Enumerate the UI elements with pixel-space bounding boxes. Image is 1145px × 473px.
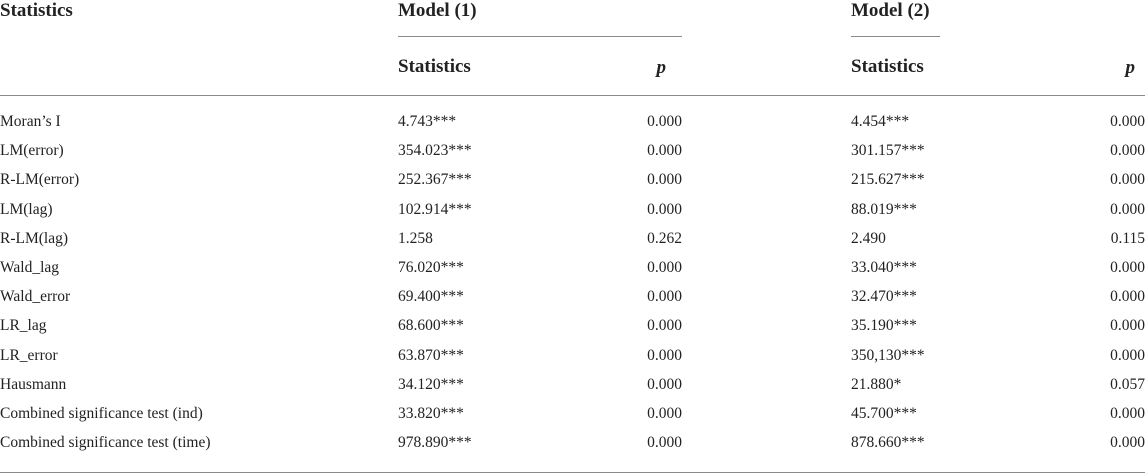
model-2-statistic: 301.157*** [851, 142, 925, 160]
row-label: Hausmann [0, 375, 67, 393]
model-2-p-value: 0.000 [1110, 434, 1145, 452]
model-1-p-value: 0.000 [647, 259, 682, 276]
model-2-statistic: 32.470*** [851, 288, 917, 306]
model-1-p-value: 0.000 [647, 142, 682, 160]
model-2-p-value: 0.000 [1110, 200, 1145, 218]
model-2-p-value: 0.000 [1110, 317, 1145, 335]
model-2-statistic: 45.700*** [851, 405, 917, 422]
table-row [0, 283, 1145, 311]
model-2-p-value: 0.000 [1110, 288, 1145, 306]
model-2-p-value: 0.000 [1110, 346, 1145, 364]
header-model-2: Model (2) [851, 0, 930, 21]
table-row [0, 342, 1145, 370]
row-label: R-LM(error) [0, 171, 80, 189]
subheader-statistics-2: Statistics [851, 56, 924, 77]
model-2-p-value: 0.057 [1110, 375, 1145, 393]
table-row [0, 225, 1145, 253]
model-1-p-value: 0.000 [647, 434, 682, 452]
model-2-statistic: 33.040*** [851, 259, 917, 276]
model-2-p-value: 0.000 [1110, 113, 1145, 130]
model-1-statistic: 978.890*** [398, 434, 472, 452]
model-1-p-value: 0.000 [647, 200, 682, 218]
model-1-p-value: 0.000 [647, 171, 682, 189]
model-1-p-value: 0.000 [647, 113, 682, 130]
table-row [0, 254, 1145, 282]
model-2-p-value: 0.000 [1110, 171, 1145, 189]
header-statistics: Statistics [0, 0, 73, 21]
table-row [0, 371, 1145, 399]
table-row [0, 400, 1145, 428]
row-label: R-LM(lag) [0, 229, 69, 247]
model-2-statistic: 215.627*** [851, 171, 925, 189]
model-2-p-value: 0.000 [1110, 142, 1145, 160]
row-label: LR_error [0, 346, 58, 364]
model-1-p-value: 0.000 [647, 405, 682, 422]
table-row [0, 312, 1145, 340]
model-1-statistic: 76.020*** [398, 259, 464, 276]
model-1-statistic: 68.600*** [398, 317, 464, 335]
table-row [0, 108, 1145, 136]
model-2-p-value: 0.115 [1110, 229, 1145, 247]
model-1-statistic: 102.914*** [398, 200, 472, 218]
model-1-statistic: 1.258 [398, 229, 433, 247]
subheader-p-1: p [656, 57, 666, 78]
model-1-p-value: 0.000 [647, 375, 682, 393]
row-label: Combined significance test (ind) [0, 405, 203, 422]
row-label: Wald_error [0, 288, 71, 306]
table-row [0, 166, 1145, 194]
model-2-statistic: 35.190*** [851, 317, 917, 335]
table-row [0, 137, 1145, 165]
row-label: Combined significance test (time) [0, 434, 211, 452]
row-label: LR_lag [0, 317, 47, 335]
model-2-statistic: 2.490 [851, 229, 886, 247]
subheader-p-2: p [1125, 57, 1135, 78]
model-2-statistic: 4.454*** [851, 113, 910, 130]
table-row [0, 196, 1145, 224]
model-2-statistic: 350,130*** [851, 346, 925, 364]
model-2-p-value: 0.000 [1110, 259, 1145, 276]
model-2-statistic: 21.880* [851, 375, 902, 393]
model-2-p-value: 0.000 [1110, 405, 1145, 422]
row-label: LM(error) [0, 142, 64, 160]
row-label: LM(lag) [0, 200, 53, 218]
model-1-p-value: 0.000 [647, 288, 682, 306]
model-1-statistic: 4.743*** [398, 113, 457, 130]
table-row [0, 429, 1145, 457]
model-1-p-value: 0.000 [647, 346, 682, 364]
model-2-statistic: 88.019*** [851, 200, 917, 218]
header-model-1: Model (1) [398, 0, 477, 21]
model-1-statistic: 63.870*** [398, 346, 464, 364]
model-1-statistic: 34.120*** [398, 375, 464, 393]
model-1-statistic: 33.820*** [398, 405, 464, 422]
header-divider [0, 95, 1145, 96]
model-2-underline [851, 36, 940, 37]
row-label: Wald_lag [0, 259, 60, 276]
model-1-p-value: 0.000 [647, 317, 682, 335]
subheader-statistics-1: Statistics [398, 56, 471, 77]
model-1-statistic: 252.367*** [398, 171, 472, 189]
model-1-underline [398, 36, 682, 37]
model-2-statistic: 878.660*** [851, 434, 925, 452]
model-1-statistic: 69.400*** [398, 288, 464, 306]
row-label: Moran’s I [0, 113, 61, 130]
model-1-p-value: 0.262 [647, 229, 682, 247]
model-1-statistic: 354.023*** [398, 142, 472, 160]
